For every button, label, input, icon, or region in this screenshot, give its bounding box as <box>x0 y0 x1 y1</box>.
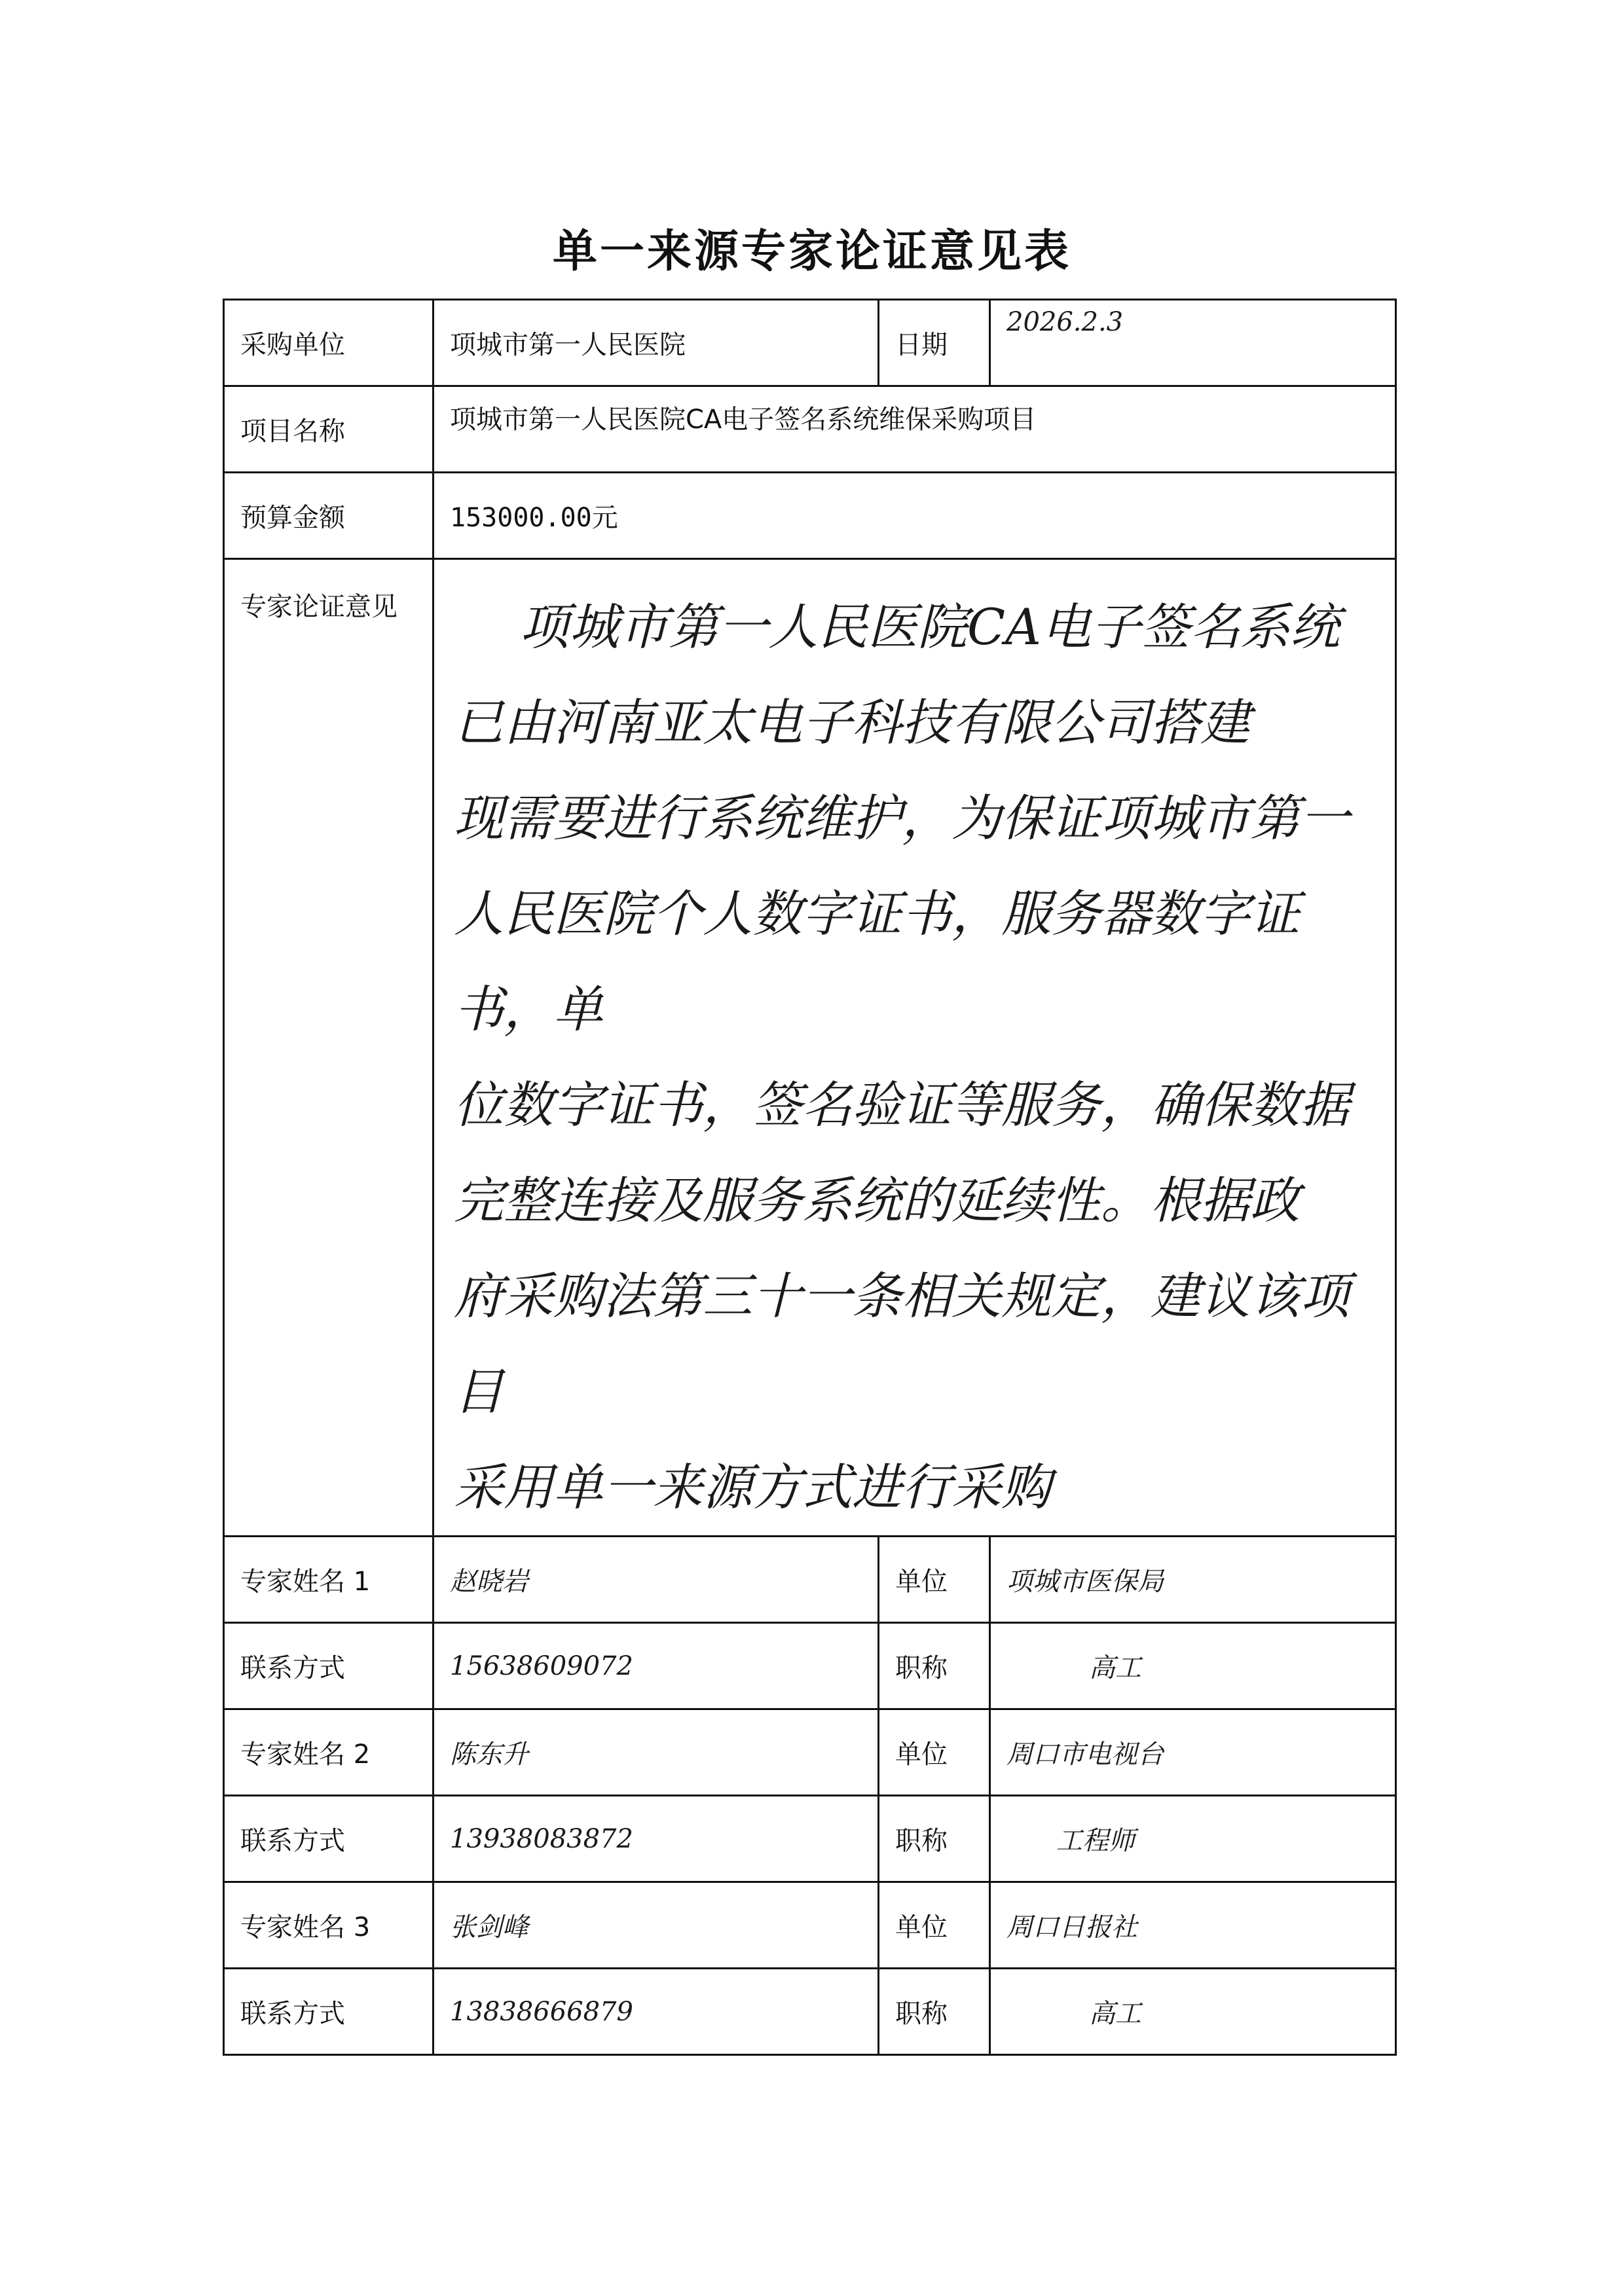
expert-name: 张剑峰 <box>434 1882 879 1969</box>
date-label: 日期 <box>879 300 990 386</box>
opinion-handwriting <box>450 579 1379 1535</box>
expert-name-label: 专家姓名 2 <box>224 1709 434 1796</box>
expert-1-contact-row <box>224 1623 1396 1709</box>
opinion-line: 人民医院个人数字证书，服务器数字证书，单 <box>454 884 1300 1038</box>
opinion-line: 位数字证书，签名验证等服务，确保数据 <box>454 1076 1350 1134</box>
expert-phone: 13838666879 <box>434 1969 879 2055</box>
opinion-label: 专家论证意见 <box>224 559 434 1537</box>
purchaser-label: 采购单位 <box>224 300 434 386</box>
expert-3-name-row <box>224 1882 1396 1969</box>
expert-contact-label: 联系方式 <box>224 1969 434 2055</box>
budget-label: 预算金额 <box>224 473 434 559</box>
purchaser-row <box>224 300 1396 386</box>
project-value: 项城市第一人民医院CA电子签名系统维保采购项目 <box>434 386 1396 473</box>
opinion-line: 项城市第一人民医院CA电子签名系统 <box>519 598 1340 656</box>
expert-contact-label: 联系方式 <box>224 1623 434 1709</box>
expert-opinion-form <box>223 299 1397 2056</box>
date-value: 2026.2.3 <box>990 300 1396 386</box>
expert-name: 赵晓岩 <box>434 1537 879 1623</box>
opinion-content <box>434 559 1396 1537</box>
expert-title: 工程师 <box>990 1796 1396 1882</box>
purchaser-value: 项城市第一人民医院 <box>434 300 879 386</box>
page-title: 单一来源专家论证意见表 <box>552 225 1071 278</box>
budget-row <box>224 473 1396 559</box>
project-label: 项目名称 <box>224 386 434 473</box>
expert-phone: 13938083872 <box>434 1796 879 1882</box>
expert-unit: 周口日报社 <box>990 1882 1396 1969</box>
expert-2-name-row <box>224 1709 1396 1796</box>
expert-phone: 15638609072 <box>434 1623 879 1709</box>
expert-title-label: 职称 <box>879 1969 990 2055</box>
expert-2-contact-row <box>224 1796 1396 1882</box>
project-row <box>224 386 1396 473</box>
expert-name-label: 专家姓名 1 <box>224 1537 434 1623</box>
expert-unit: 项城市医保局 <box>990 1537 1396 1623</box>
opinion-line: 已由河南亚太电子科技有限公司搭建 <box>454 693 1250 752</box>
expert-title-label: 职称 <box>879 1796 990 1882</box>
expert-3-contact-row <box>224 1969 1396 2055</box>
budget-value: 153000.00元 <box>434 473 1396 559</box>
expert-contact-label: 联系方式 <box>224 1796 434 1882</box>
opinion-line: 现需要进行系统维护，为保证项城市第一 <box>454 789 1350 847</box>
opinion-line: 采用单一来源方式进行采购 <box>454 1458 1051 1516</box>
expert-unit-label: 单位 <box>879 1537 990 1623</box>
expert-1-name-row <box>224 1537 1396 1623</box>
expert-unit-label: 单位 <box>879 1709 990 1796</box>
opinion-line: 完整连接及服务系统的延续性。根据政 <box>454 1171 1300 1230</box>
expert-unit-label: 单位 <box>879 1882 990 1969</box>
opinion-row <box>224 559 1396 1537</box>
expert-title: 高工 <box>990 1623 1396 1709</box>
expert-title-label: 职称 <box>879 1623 990 1709</box>
expert-title: 高工 <box>990 1969 1396 2055</box>
expert-name: 陈东升 <box>434 1709 879 1796</box>
opinion-line: 府采购法第三十一条相关规定，建议该项目 <box>454 1267 1350 1421</box>
expert-unit: 周口市电视台 <box>990 1709 1396 1796</box>
expert-name-label: 专家姓名 3 <box>224 1882 434 1969</box>
